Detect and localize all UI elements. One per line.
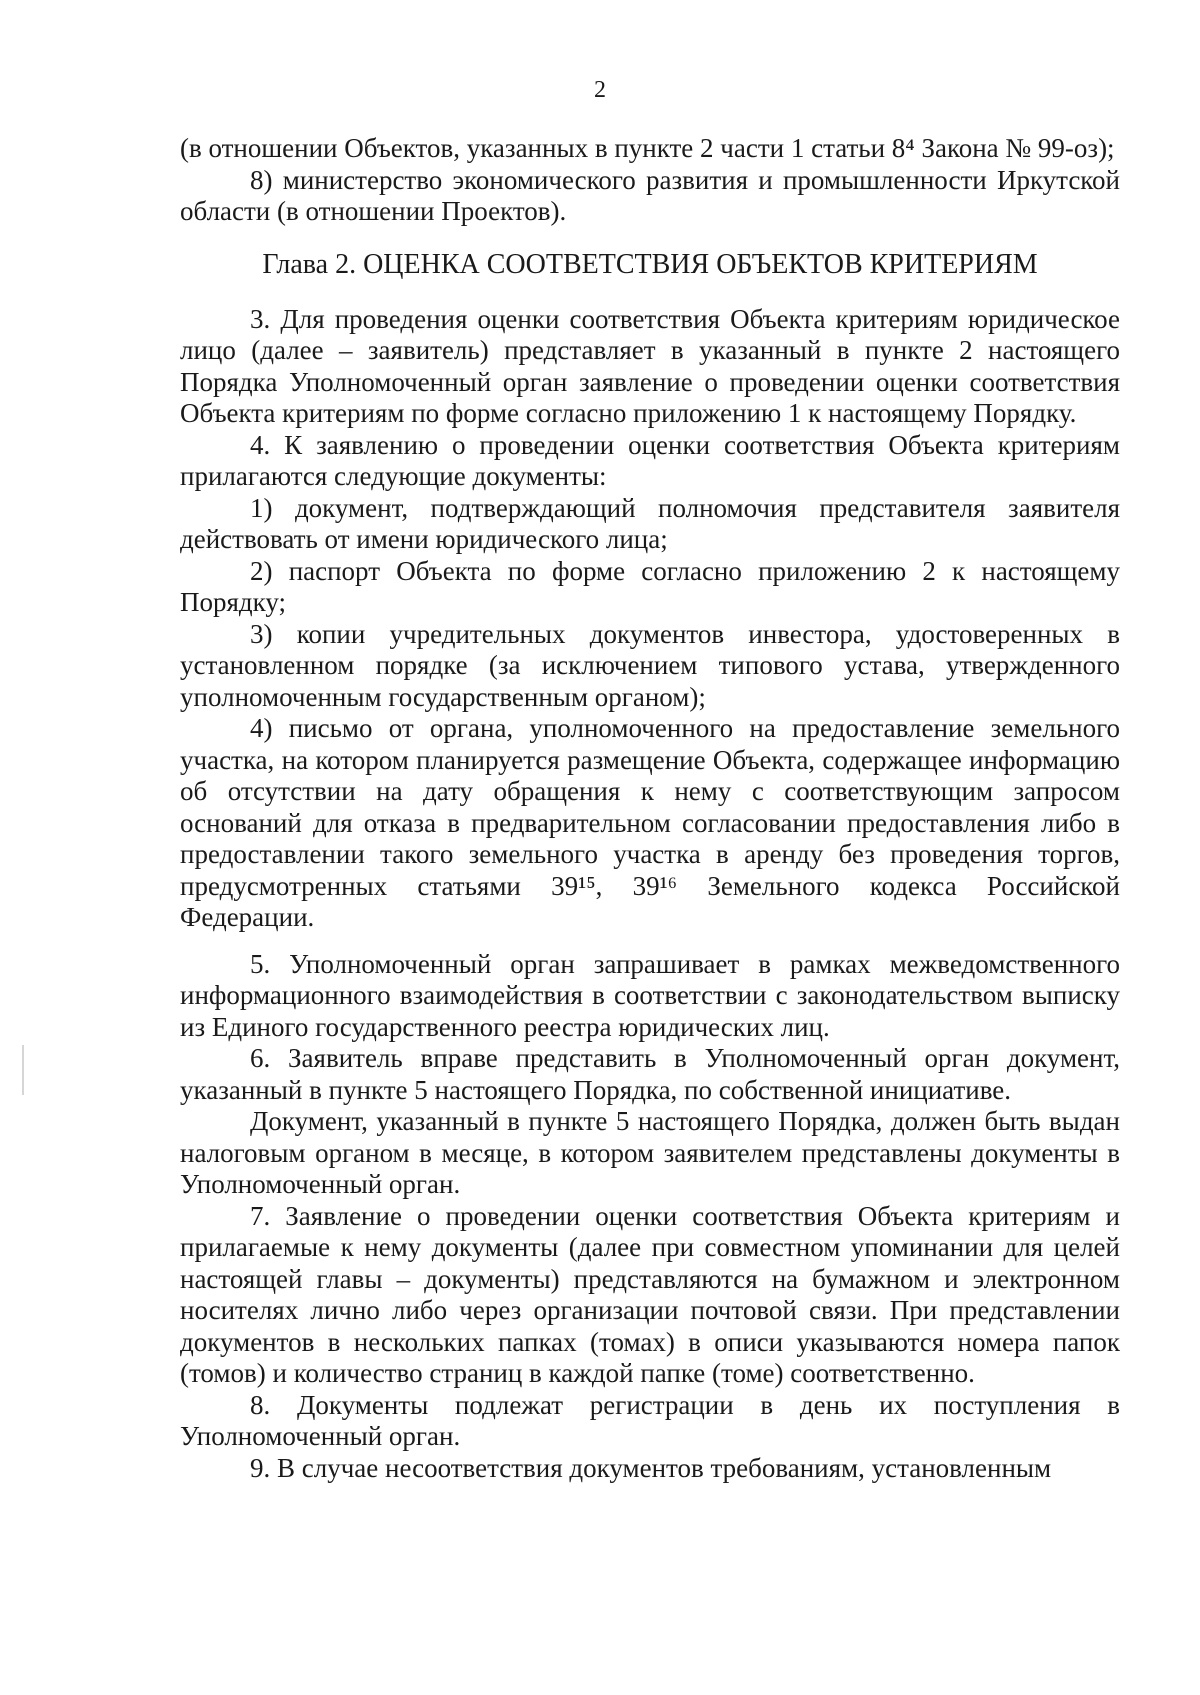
paragraph-subitem-4: 4) письмо от органа, уполномоченного на предоставление земельного участка, на котором планируется размещение Объекта, содержащее информацию об отсутствии на дату обращения к нему с соответствующим запросом оснований для отказа в предварительном согласовании предоставления либо в предоставлении такого земельного участка в аренду без проведения торгов, предусмотренных статьями 39¹⁵, 39¹⁶ Земельного кодекса Российской Федерации. xyxy=(180,713,1120,932)
paragraph-subitem-1: 1) документ, подтверждающий полномочия представителя заявителя действовать от имени юридического лица; xyxy=(180,492,1120,554)
scan-margin-mark xyxy=(22,1045,24,1095)
paragraph-clause-7: 7. Заявление о проведении оценки соответствия Объекта критериям и прилагаемые к нему документы (далее при совместном упоминании для целей настоящей главы – документы) представляются на бумажном и электронном носителях лично либо через организации почтовой связи. При представлении документов в нескольких папках (томах) в описи указываются номера папок (томов) и количество страниц в каждой папке (томе) соответственно. xyxy=(180,1200,1120,1388)
paragraph-subitem-3: 3) копии учредительных документов инвестора, удостоверенных в установленном порядке (за исключением типового устава, утвержденного уполномоченным государственным органом); xyxy=(180,618,1120,712)
paragraph-clause-8: 8. Документы подлежат регистрации в день их поступления в Уполномоченный орган. xyxy=(180,1389,1120,1451)
chapter-heading: Глава 2. ОЦЕНКА СООТВЕТСТВИЯ ОБЪЕКТОВ КРИТЕРИЯМ xyxy=(262,248,1038,280)
paragraph-clause-6-continuation: Документ, указанный в пункте 5 настоящего Порядка, должен быть выдан налоговым органом в месяце, в котором заявителем представлены документы в Уполномоченный орган. xyxy=(180,1106,1120,1199)
page-number: 2 xyxy=(594,77,606,103)
paragraph-item-7-end: (в отношении Объектов, указанных в пункте 2 части 1 статьи 8⁴ Закона № 99-оз); xyxy=(180,133,1115,163)
document-body xyxy=(180,133,1120,1484)
paragraph-clause-9: 9. В случае несоответствия документов требованиям, установленным xyxy=(250,1452,1052,1483)
paragraph-subitem-2: 2) паспорт Объекта по форме согласно приложению 2 к настоящему Порядку; xyxy=(180,555,1120,617)
paragraph-item-8: 8) министерство экономического развития и промышленности Иркутской области (в отношении Проектов). xyxy=(180,164,1120,226)
paragraph-clause-6: 6. Заявитель вправе представить в Уполномоченный орган документ, указанный в пункте 5 настоящего Порядка, по собственной инициативе. xyxy=(180,1043,1120,1105)
paragraph-clause-4: 4. К заявлению о проведении оценки соответствия Объекта критериям прилагаются следующие документы: xyxy=(180,429,1120,491)
paragraph-clause-3: 3. Для проведения оценки соответствия Объекта критериям юридическое лицо (далее – заявитель) представляет в указанный в пункте 2 настоящего Порядка Уполномоченный орган заявление о проведении оценки соответствия Объекта критериям по форме согласно приложению 1 к настоящему Порядку. xyxy=(180,303,1120,428)
paragraph-clause-5: 5. Уполномоченный орган запрашивает в рамках межведомственного информационного взаимодействия в соответствии с законодательством выписку из Единого государственного реестра юридических лиц. xyxy=(180,948,1120,1042)
